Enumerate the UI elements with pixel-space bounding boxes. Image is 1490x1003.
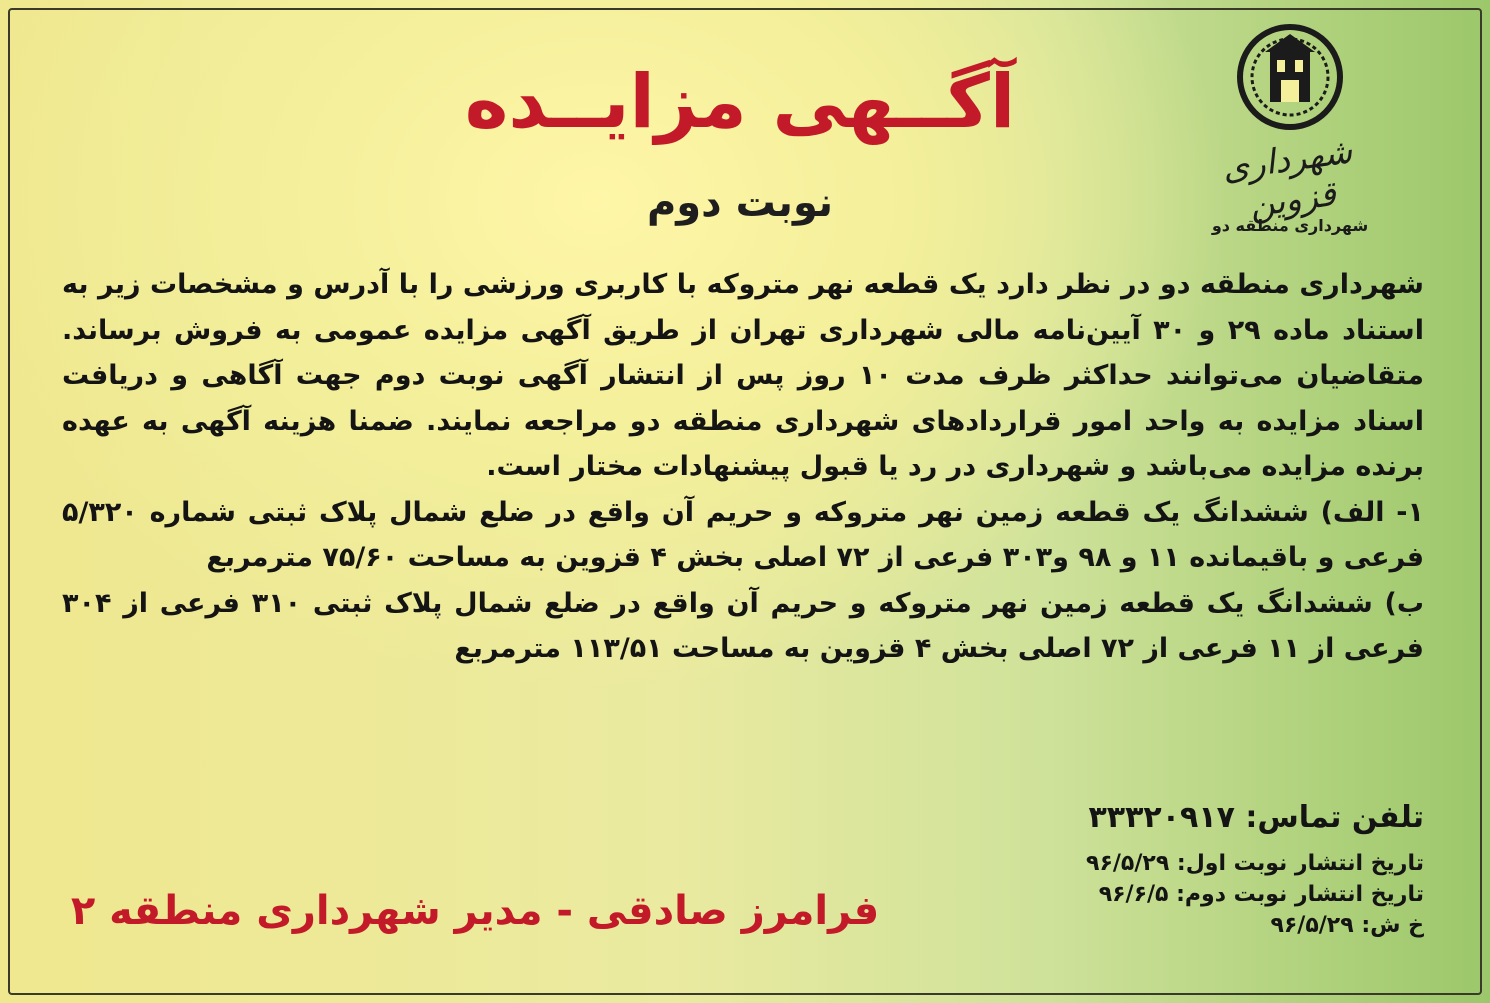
notice-round: نوبت دوم [646, 180, 834, 226]
municipality-emblem-icon [1215, 22, 1365, 132]
notice-body [62, 262, 1424, 672]
logo-script-text: شهرداری قزوین [1219, 131, 1355, 226]
department-name: شهرداری منطقه دو [1211, 216, 1369, 235]
record-date: خ ش: ۹۶/۵/۲۹ [1270, 913, 1424, 938]
contact-phone: تلفن تماس: ۳۳۳۲۰۹۱۷ [1088, 800, 1424, 835]
municipality-logo [1190, 22, 1390, 252]
first-publication-date: تاریخ انتشار نوبت اول: ۹۶/۵/۲۹ [1086, 851, 1424, 876]
second-publication-date: تاریخ انتشار نوبت دوم: ۹۶/۶/۵ [1098, 882, 1424, 907]
publication-dates [1086, 848, 1424, 941]
item-b-paragraph: ب) ششدانگ یک قطعه زمین نهر متروکه و حریم آن واقع در ضلع شمال پلاک ثبتی ۳۱۰ فرعی از ۳۰۴ فرعی از ۱۱ فرعی از ۷۲ اصلی بخش ۴ قزوین به مساحت ۱۱۳/۵۱ مترمربع [62, 587, 1425, 664]
item-a-paragraph: ۱- الف) ششدانگ یک قطعه زمین نهر متروکه و حریم آن واقع در ضلع شمال پلاک ثبتی شماره ۵/۳۲۰ فرعی و باقیمانده ۱۱ و ۹۸ و۳۰۳ فرعی از ۷۲ اصلی بخش ۴ قزوین به مساحت ۷۵/۶۰ مترمربع [62, 496, 1424, 573]
signature: فرامرز صادقی - مدیر شهرداری منطقه ۲ [70, 888, 880, 934]
notice-title: آگــهی مزایــده [464, 59, 1016, 145]
intro-paragraph: شهرداری منطقه دو در نظر دارد یک قطعه نهر متروکه با کاربری ورزشی را با آدرس و مشخصات زیر به استناد ماده ۲۹ و ۳۰ آیین‌نامه مالی شهرداری تهران از طریق آگهی مزایده عمومی به فروش برساند. متقاضیان می‌توانند حداکثر ظرف مدت ۱۰ روز پس از انتشار آگهی نوبت دوم جهت آگاهی و دریافت اسناد مزایده به واحد امور قراردادهای شهرداری منطقه دو مراجعه نمایند. ضمنا هزینه آگهی به عهده برنده مزایده می‌باشد و شهرداری در رد یا قبول پیشنهادات مختار است. [62, 269, 1424, 482]
